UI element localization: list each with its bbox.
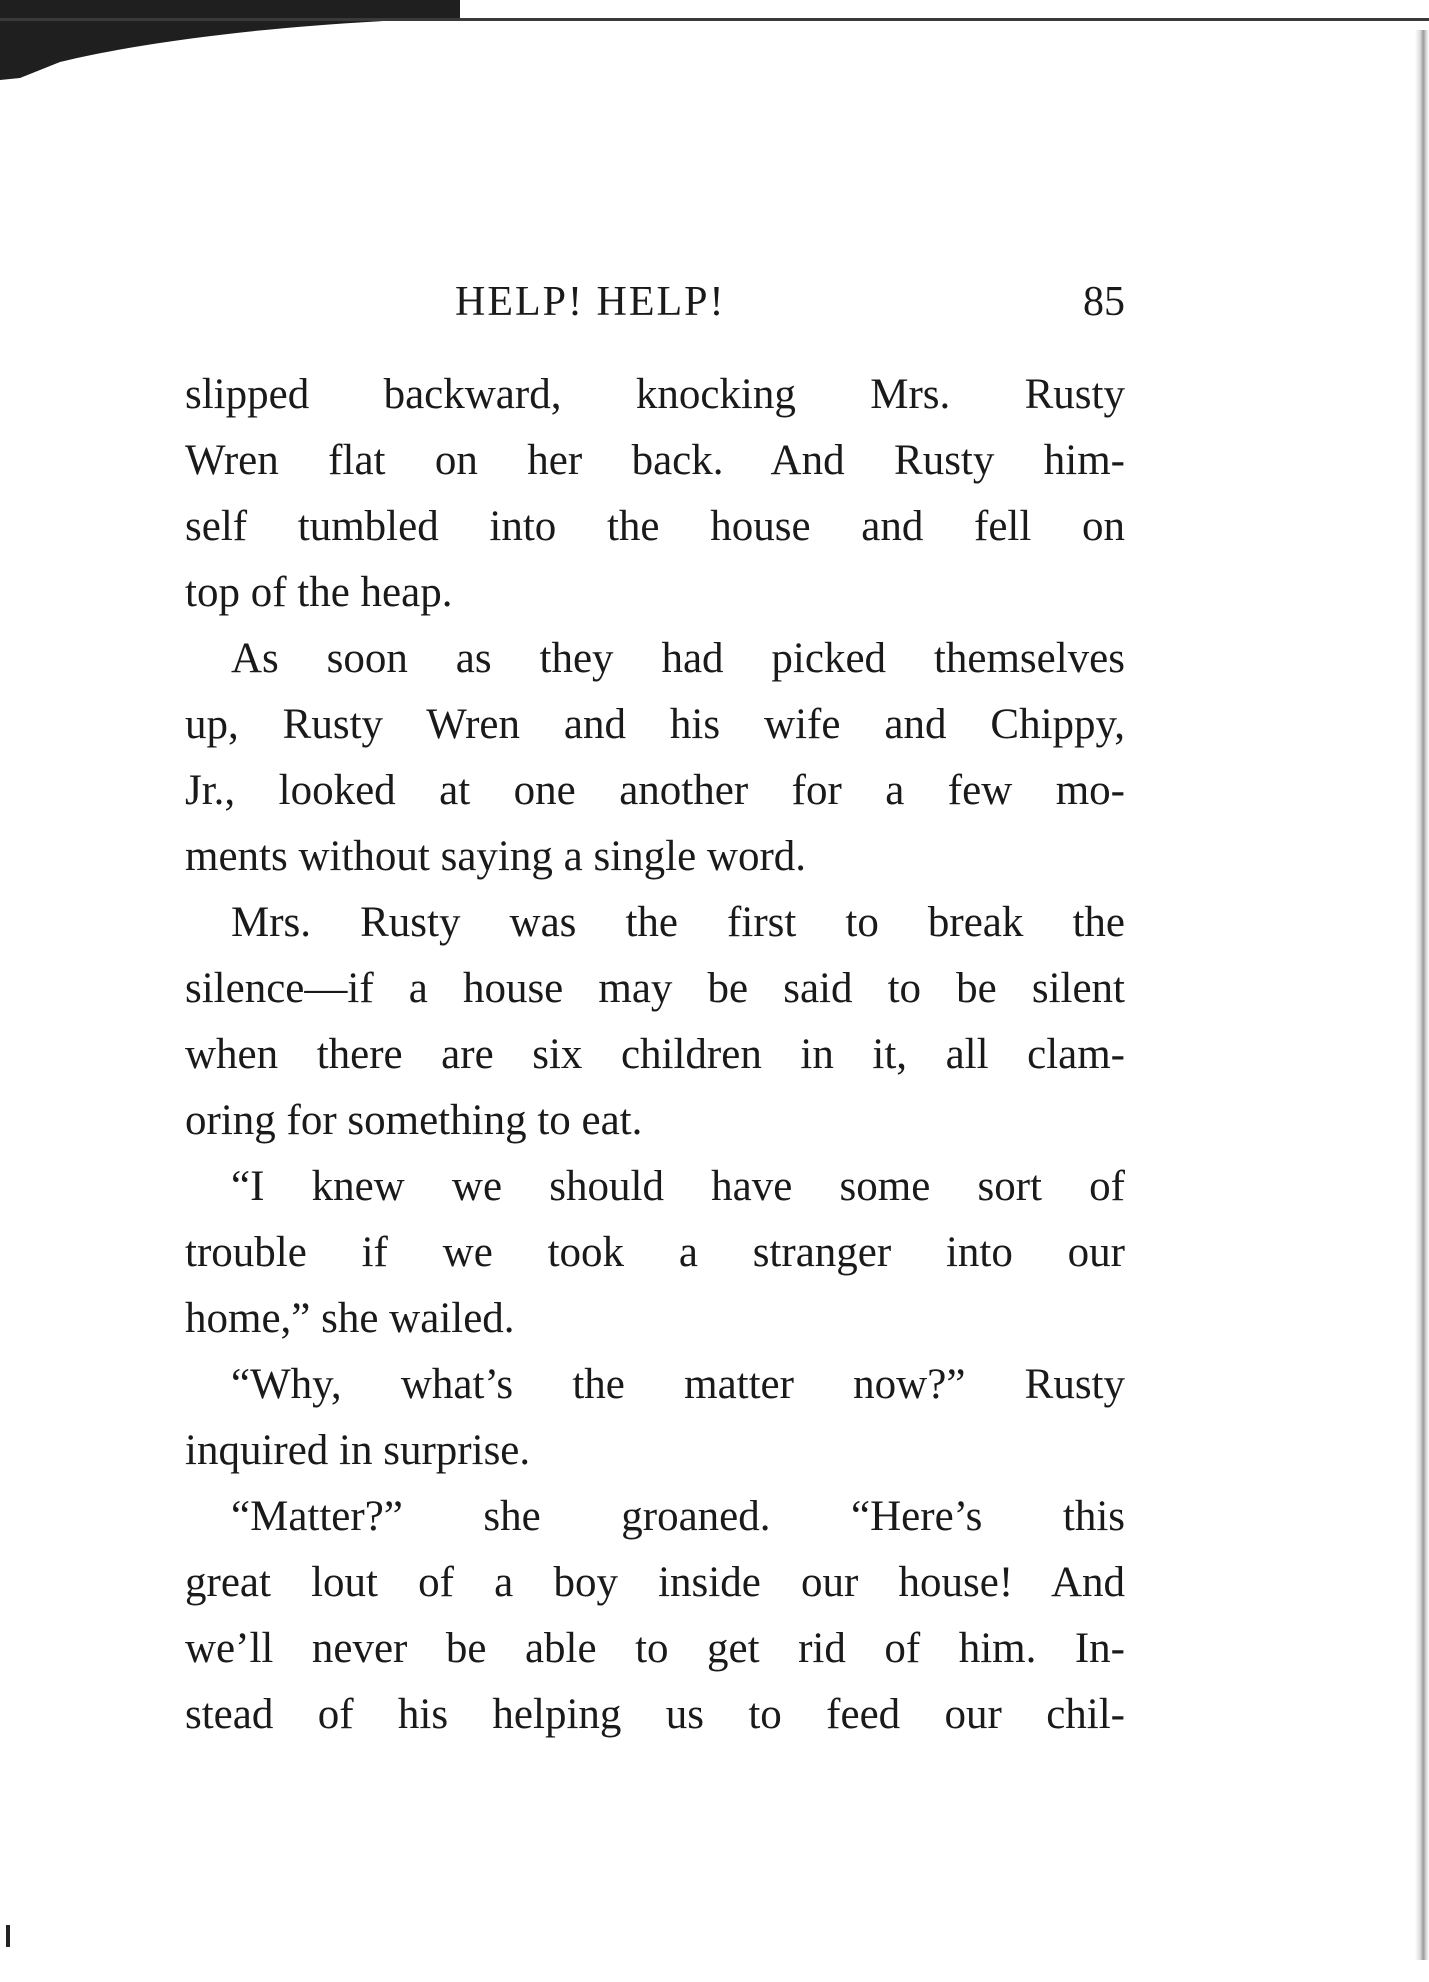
text-line: we’ll never be able to get rid of him. In- bbox=[185, 1625, 1125, 1672]
text-line: slipped backward, knocking Mrs. Rusty bbox=[185, 371, 1125, 418]
scan-speck bbox=[6, 1925, 10, 1947]
text-line: when there are six children in it, all clam- bbox=[185, 1031, 1125, 1078]
text-line: great lout of a boy inside our house! And bbox=[185, 1559, 1125, 1606]
scan-top-edge bbox=[0, 18, 1429, 21]
text-line: home,” she wailed. bbox=[185, 1295, 515, 1342]
text-line: inquired in surprise. bbox=[185, 1427, 531, 1474]
text-line: stead of his helping us to feed our chil- bbox=[185, 1691, 1125, 1738]
text-line: “Why, what’s the matter now?” Rusty bbox=[231, 1361, 1125, 1408]
page-gutter-edge bbox=[1415, 30, 1429, 1960]
text-line: up, Rusty Wren and his wife and Chippy, bbox=[185, 701, 1125, 748]
paragraph bbox=[185, 1154, 1125, 1352]
text-line: oring for something to eat. bbox=[185, 1097, 643, 1144]
paragraph bbox=[185, 890, 1125, 1154]
text-line: “Matter?” she groaned. “Here’s this bbox=[231, 1493, 1125, 1540]
page-number: 85 bbox=[1083, 279, 1125, 325]
text-line: self tumbled into the house and fell on bbox=[185, 503, 1125, 550]
text-line: As soon as they had picked themselves bbox=[231, 635, 1125, 682]
text-line: Wren flat on her back. And Rusty him- bbox=[185, 437, 1125, 484]
text-line: Mrs. Rusty was the first to break the bbox=[231, 899, 1125, 946]
text-line: ments without saying a single word. bbox=[185, 833, 807, 880]
text-line: silence—if a house may be said to be silent bbox=[185, 965, 1125, 1012]
paragraph bbox=[185, 1484, 1125, 1748]
text-line: “I knew we should have some sort of bbox=[231, 1163, 1125, 1210]
scan-shadow-artifact bbox=[0, 0, 460, 90]
paragraph bbox=[185, 626, 1125, 890]
paragraph bbox=[185, 362, 1125, 626]
text-line: Jr., looked at one another for a few mo- bbox=[185, 767, 1125, 814]
body-text bbox=[185, 362, 1125, 1748]
chapter-title: HELP! HELP! bbox=[455, 279, 726, 325]
text-line: trouble if we took a stranger into our bbox=[185, 1229, 1125, 1276]
running-head bbox=[185, 278, 1125, 338]
paragraph bbox=[185, 1352, 1125, 1484]
text-line: top of the heap. bbox=[185, 569, 453, 616]
